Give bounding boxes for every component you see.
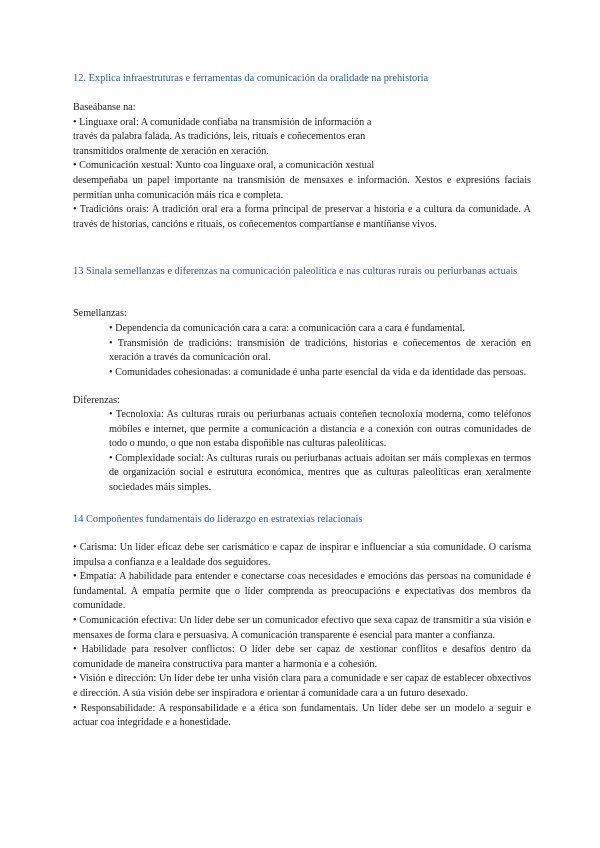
q14-body bbox=[73, 541, 531, 731]
q12-oral-line-2: través da palabra falada. As tradicións, leis, rituais e coñecementos eran bbox=[73, 131, 366, 143]
q13-diferenzas-list bbox=[109, 408, 531, 496]
q13-dif-item-2: • Complexidade social: As culturas rurais ou periurbanas actuais adoitan ser máis complexas en termos de organización social e estrutura económica, mentres que as culturas paleolíticas eran xeralmente sociedades máis simples. bbox=[109, 452, 531, 493]
q14-conflitos: • Habilidade para resolver conflictos: O líder debe ser capaz de xestionar conflitos e desafíos dentro da comunidade de maneira constructiva para manter a harmonía e a cohesión. bbox=[73, 644, 531, 670]
q12-gestual-line-2: desempeñaba un papel importante na transmisión de mensaxes e información. Xestos e expresións faciais permitían unha comunicación máis rica e completa. bbox=[73, 174, 531, 201]
q14-carisma: • Carisma: Un líder eficaz debe ser carismático e capaz de inspirar e influenciar a súa comunidade. O carisma impulsa a confianza e a lealdade dos seguidores. bbox=[73, 542, 531, 568]
q13-heading: 13 Sinala semellanzas e diferenzas na comunicación paleolítica e nas culturas rurais ou periurbanas actuais bbox=[73, 266, 518, 277]
q12-heading: 12. Explica infraestruturas e ferramentas da comunicación da oralidade na prehistoria bbox=[73, 73, 429, 84]
q12-oral-line-3: transmitidos oralmente de xeración en xeración. bbox=[73, 145, 269, 157]
q12-gestual-line-1: • Comunicación xestual: Xunto coa linguaxe oral, a comunicación xestual bbox=[73, 160, 375, 172]
q13-sem-item-2: • Transmisión de tradicións: transmisión de tradicións, historias e coñecementos de xeración en xeración a través da comunicación oral. bbox=[109, 337, 531, 364]
q14-heading: 14 Compoñentes fundamentais do liderazgo en estratexias relacionais bbox=[73, 514, 363, 525]
q13-semellanzas-list bbox=[109, 322, 531, 380]
q12-tradicions: • Tradicións orais: A tradición oral era a forma principal de preservar a historia e a cultura da comunidade. A través de historias, cancións e rituais, os coñecementos compartíanse e mantíñanse vivos. bbox=[73, 204, 531, 230]
q13-dif-item-1: • Tecnoloxía: As culturas rurais ou periurbanas actuais conteñen tecnoloxía moderna, como teléfonos móbiles e internet, que permite a comunicación a distancia e a conexión con outras comunidades de todo o mundo, o que non estaba dispoñible nas culturas paleolíticas. bbox=[109, 409, 531, 450]
q12-oral-line-1: • Linguaxe oral: A comunidade confiaba na transmisión de información a bbox=[73, 116, 372, 128]
q12-intro: Baseábanse na: bbox=[73, 102, 136, 113]
q14-empatia: • Empatía: A habilidade para entender e conectarse coas necesidades e emocións das persoas na comunidade é fundamental. A empatía permite que o líder comprenda as preocupacións e expectativas dos membros da comunidade. bbox=[73, 571, 531, 612]
q14-vision: • Visión e dirección: Un líder debe ter unha visión clara para a comunidade e ser capaz de establecer obxectivos e dirección. A súa visión debe ser inspiradora e orientar á comunidade cara a un futuro desexado. bbox=[73, 673, 531, 699]
q13-sem-item-1: • Dependencia da comunicación cara a cara: a comunicación cara a cara é fundamental. bbox=[109, 323, 465, 334]
q12-body bbox=[73, 101, 531, 232]
q13-diferenzas-label: Diferenzas: bbox=[73, 395, 120, 406]
q14-responsabilidade: • Responsabilidade: A responsabilidade e a ética son fundamentais. Un líder debe ser un modelo a seguir e actuar coa integridade e a honestidade. bbox=[73, 702, 531, 729]
q13-semellanzas-label: Semellanzas: bbox=[73, 308, 127, 319]
q13-sem-item-3: • Comunidades cohesionadas: a comunidade é unha parte esencial da vida e da identidade das persoas. bbox=[109, 366, 527, 378]
q14-comunicacion: • Comunicación efectiva: Un líder debe ser un comunicador efectivo que sexa capaz de transmitir a súa visión e mensaxes de forma clara e persuasiva. A comunicación transparente é esencial para manter a confianza. bbox=[73, 614, 531, 641]
